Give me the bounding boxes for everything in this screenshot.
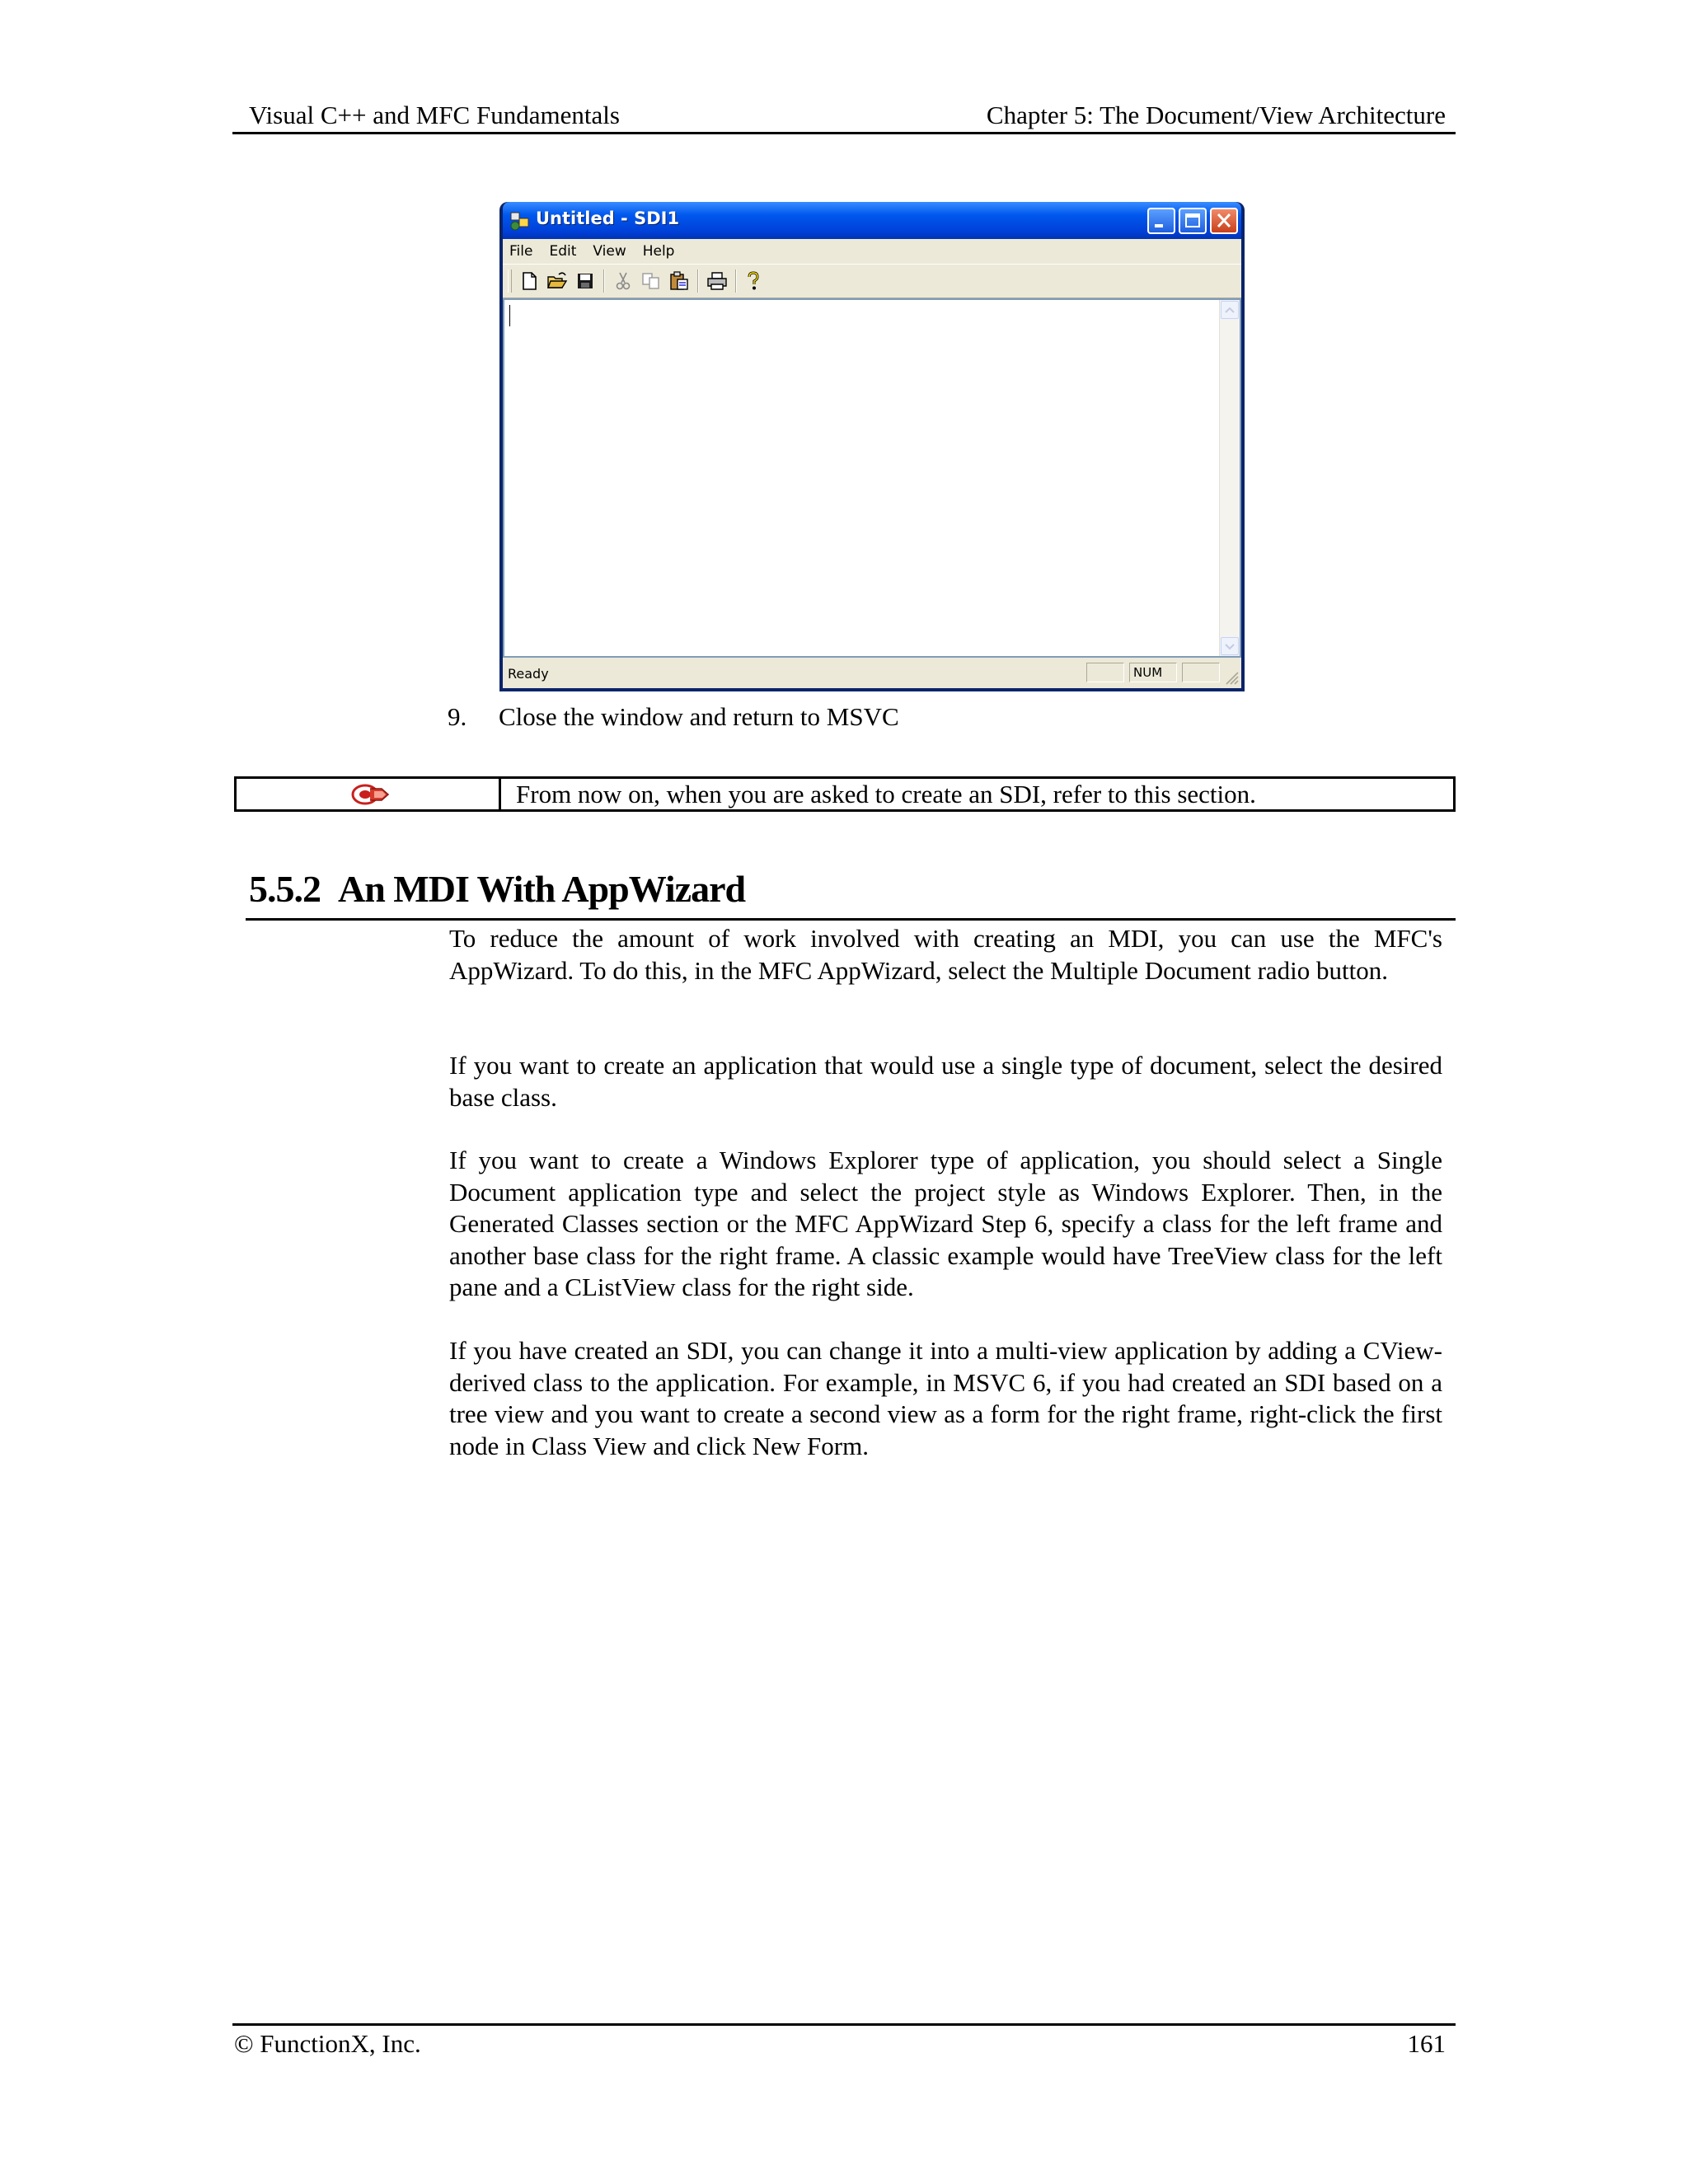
running-header-left: Visual C++ and MFC Fundamentals <box>249 101 620 129</box>
window-title: Untitled - SDI1 <box>536 209 680 228</box>
paragraph-1: To reduce the amount of work involved with creating an MDI, you can use the MFC's AppWizard. To do this, in the MFC AppWizard, select the Multiple Document radio button. <box>449 924 1442 985</box>
maximize-button[interactable] <box>1179 208 1207 234</box>
paste-icon[interactable] <box>668 269 691 293</box>
footer-rule <box>232 2023 1456 2026</box>
toolbar <box>503 264 1241 298</box>
paragraph-3: If you want to create a Windows Explorer type of application, you should select a Single Document application type and select the project style as Windows Explorer. Then, in the Generated Classes section or the MFC AppWizard Step 6, specify a class for the left frame and another base class for the right frame. A classic example would have TreeView class for the left pane and a CListView class for the right side. <box>449 1146 1442 1301</box>
toolbar-separator <box>697 269 699 293</box>
close-button[interactable] <box>1210 208 1238 234</box>
menu-edit[interactable]: Edit <box>549 243 577 260</box>
status-pane-empty <box>1182 663 1220 682</box>
chevron-up-icon <box>1221 302 1238 318</box>
note-icon-cell <box>237 779 501 809</box>
running-header-right: Chapter 5: The Document/View Architecture <box>986 101 1446 129</box>
resize-grip-icon[interactable] <box>1223 669 1240 686</box>
vertical-scrollbar[interactable] <box>1219 300 1240 656</box>
paragraph-4: If you have created an SDI, you can change it into a multi-view application by adding a CView-derived class to the application. For example, in MSVC 6, if you had created an SDI based on a tree view and you want to create a second view as a form for the right frame, right-click the first node in Class View and click New Form. <box>449 1336 1442 1460</box>
print-icon[interactable] <box>706 269 729 293</box>
status-bar <box>503 658 1241 688</box>
menu-view[interactable]: View <box>593 243 626 260</box>
window-client <box>503 239 1241 688</box>
scroll-up-button[interactable] <box>1221 301 1239 319</box>
minimize-button[interactable] <box>1147 208 1175 234</box>
menu-bar <box>503 239 1241 264</box>
minimize-icon <box>1149 209 1174 232</box>
section-number: 5.5.2 <box>249 868 321 910</box>
paragraph-2: If you want to create an application that would use a single type of document, select the desired base class. <box>449 1051 1442 1112</box>
status-text: Ready <box>508 666 549 682</box>
page-number: 161 <box>1407 2029 1446 2058</box>
step-item <box>448 702 899 732</box>
note-text: From now on, when you are asked to create an SDI, refer to this section. <box>516 780 1256 808</box>
footer-copyright: © FunctionX, Inc. <box>234 2029 421 2058</box>
new-icon[interactable] <box>518 269 541 293</box>
scroll-down-button[interactable] <box>1221 637 1239 655</box>
text-caret <box>509 305 510 326</box>
chevron-down-icon <box>1221 638 1238 654</box>
menu-file[interactable]: File <box>509 243 533 260</box>
section-rule <box>246 918 1456 921</box>
open-icon[interactable] <box>546 269 569 293</box>
close-icon <box>1212 209 1236 232</box>
note-box <box>234 776 1456 812</box>
toolbar-separator <box>735 269 737 293</box>
section-heading <box>249 867 745 912</box>
window-title-bar <box>503 202 1241 239</box>
app-icon <box>509 210 531 232</box>
document-view[interactable] <box>503 298 1241 658</box>
copy-icon[interactable] <box>640 269 663 293</box>
arrow-note-icon <box>349 780 395 808</box>
status-num-indicator: NUM <box>1129 663 1177 682</box>
menu-help[interactable]: Help <box>642 243 675 260</box>
save-icon[interactable] <box>574 269 597 293</box>
header-rule <box>232 132 1456 134</box>
step-number: 9. <box>448 702 467 731</box>
help-icon[interactable] <box>742 269 765 293</box>
section-title: An MDI With AppWizard <box>338 868 746 910</box>
cut-icon[interactable] <box>612 269 635 293</box>
maximize-icon <box>1180 209 1205 232</box>
toolbar-grip[interactable] <box>508 269 512 293</box>
toolbar-separator <box>603 269 605 293</box>
step-text: Close the window and return to MSVC <box>499 702 899 731</box>
sdi-window-screenshot <box>499 202 1245 691</box>
status-pane-empty <box>1086 663 1124 682</box>
